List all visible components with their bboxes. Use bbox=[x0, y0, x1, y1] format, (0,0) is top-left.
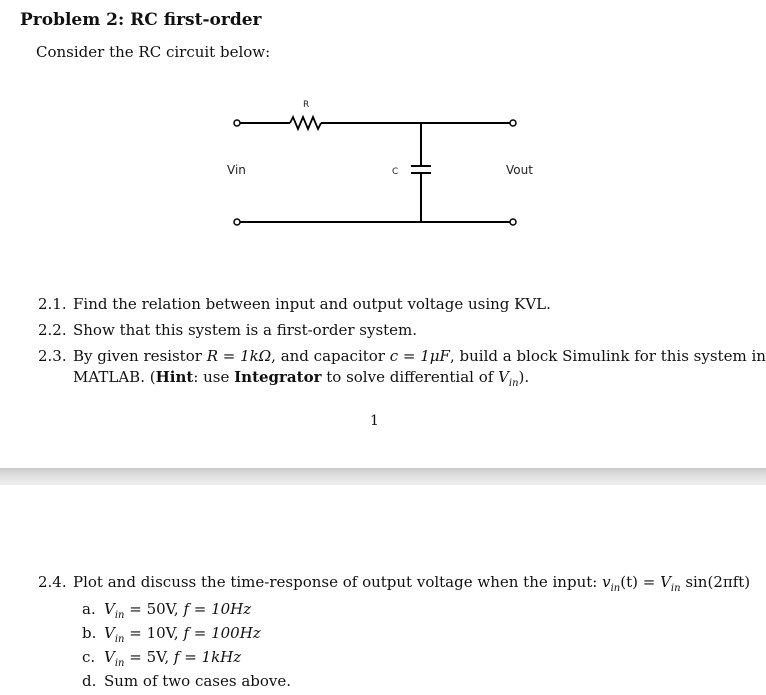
question-2-3-line2: MATLAB. (Hint: use Integrator to solve differential of $V_{in}$). bbox=[73, 368, 530, 389]
terminal-out-top bbox=[510, 120, 516, 126]
question-2-1: 2.1. Find the relation between input and output voltage using KVL. bbox=[38, 295, 551, 313]
math-capacitance: c = 1μF bbox=[389, 347, 450, 365]
resistor-symbol bbox=[290, 117, 321, 129]
case-c: c. $V_{in} = 5V$, f = 1kHz bbox=[82, 648, 242, 669]
case-b: b. $V_{in} = 10V$, f = 100Hz bbox=[82, 624, 261, 645]
page-2 bbox=[0, 485, 766, 695]
problem-heading: Problem 2: RC first-order bbox=[20, 10, 262, 30]
case-d: d. Sum of two cases above. bbox=[82, 672, 292, 690]
page-number: 1 bbox=[370, 413, 379, 429]
terminal-in-bottom bbox=[234, 219, 240, 225]
resistor-label: R bbox=[303, 100, 310, 110]
terminal-in-top bbox=[234, 120, 240, 126]
capacitor-label: C bbox=[392, 167, 399, 177]
page-separator bbox=[0, 468, 766, 485]
input-label: Vin bbox=[227, 163, 246, 177]
output-label: Vout bbox=[506, 163, 533, 177]
intro-text: Consider the RC circuit below: bbox=[36, 43, 271, 61]
case-a: a. $V_{in} = 50V$, f = 10Hz bbox=[82, 600, 252, 621]
terminal-out-bottom bbox=[510, 219, 516, 225]
math-vin: V bbox=[498, 368, 509, 386]
question-2-4: 2.4. Plot and discuss the time-response of output voltage when the input: $v_{in}(t) = V_{in}$ sin(2πft) bbox=[38, 573, 751, 594]
rc-circuit-diagram bbox=[0, 0, 766, 300]
question-2-3: 2.3. By given resistor R = 1kΩ, and capacitor c = 1μF, build a block Simulink for this system in bbox=[38, 347, 766, 365]
question-2-2: 2.2. Show that this system is a first-order system. bbox=[38, 321, 418, 339]
math-resistance: R = 1kΩ bbox=[206, 347, 272, 365]
